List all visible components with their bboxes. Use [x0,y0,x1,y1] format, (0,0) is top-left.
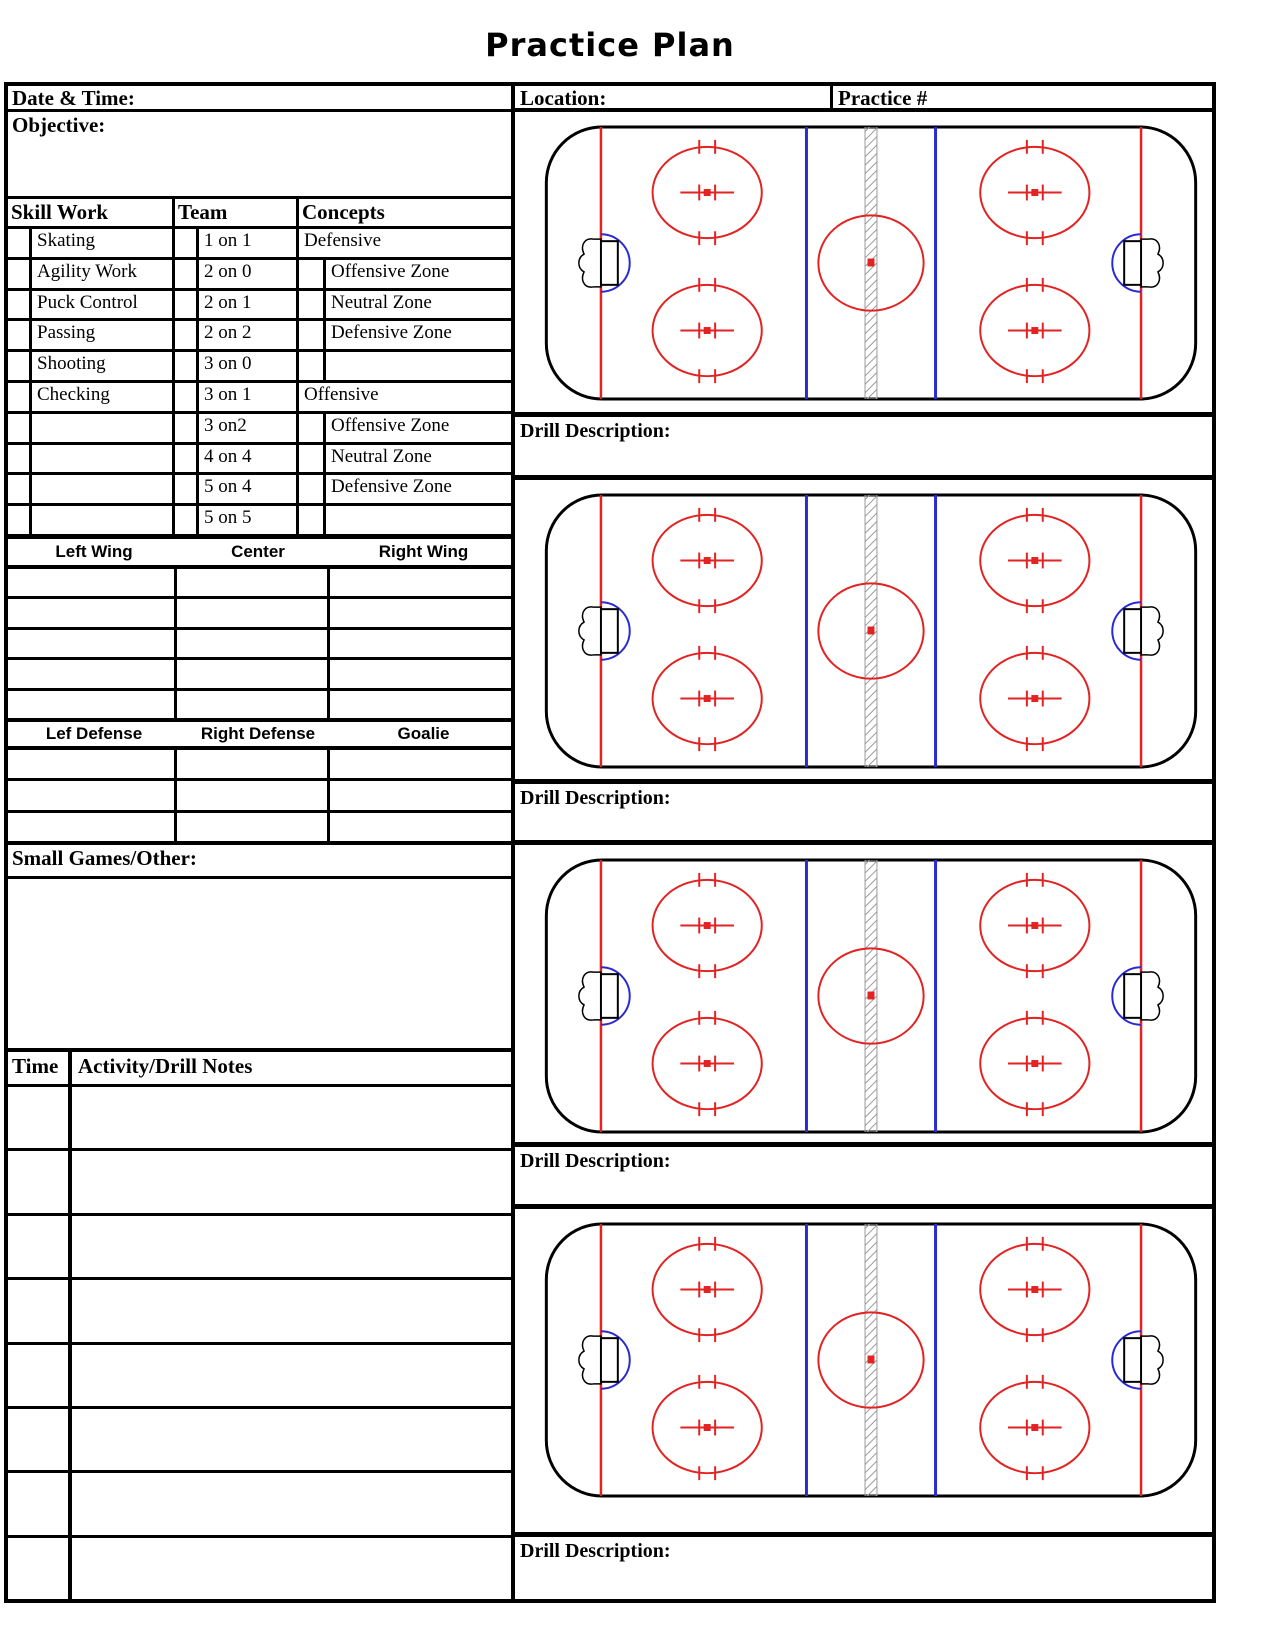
concepts-group-row [299,229,511,260]
defense-positions-header [8,722,511,750]
activity-notes-cell [72,1473,511,1534]
checkbox-cell [8,475,32,503]
schedule-row [8,1216,511,1280]
checkbox-cell [8,383,32,411]
player-name-cell [330,599,511,626]
skill-row [8,506,172,534]
skill-item-label: Agility Work [37,260,137,282]
concepts-item-label: Neutral Zone [331,291,432,313]
skill-work-rows [8,229,172,534]
team-row [175,260,296,291]
checkbox-cell [8,321,32,349]
concepts-group-label: Defensive [304,230,382,251]
team-option-label: 2 on 0 [204,260,252,282]
team-option-label: 2 on 2 [204,322,252,344]
checkbox-cell [299,506,326,534]
schedule-row [8,1538,511,1599]
team-row [175,414,296,445]
checkbox-cell [299,352,326,380]
player-name-cell [330,813,511,841]
activity-notes-cell [72,1538,511,1599]
skill-item-label: Checking [37,383,110,405]
skill-team-concepts-table [8,199,511,539]
team-column [175,199,299,534]
time-cell [8,1087,72,1148]
concepts-item-label: Offensive Zone [331,414,450,436]
player-name-cell [177,569,330,596]
skill-row [8,229,172,260]
schedule-row [8,1087,511,1151]
checkbox-cell [8,352,32,380]
goalie-header: Goalie [397,724,450,743]
skill-item-label: Passing [37,322,96,344]
hockey-rink-diagram [541,492,1201,770]
checkbox-cell [299,291,326,319]
small-games-row [8,845,511,879]
player-name-cell [177,750,330,778]
concepts-item-row [299,352,511,383]
activity-notes-cell [72,1409,511,1470]
player-name-cell [8,750,177,778]
concepts-item-label [326,506,511,534]
checkbox-cell [8,291,32,319]
location-label: Location: [515,86,833,108]
skill-item-label: Puck Control [37,291,138,313]
checkbox-cell [175,383,199,411]
checkbox-cell [175,229,199,257]
checkbox-cell [8,414,32,442]
drill-description-box [515,417,1212,480]
player-name-cell [177,813,330,841]
left-column [8,86,515,1599]
concepts-item-row [299,445,511,476]
player-name-cell [330,660,511,687]
checkbox-cell [299,475,326,503]
concepts-item-row [299,475,511,506]
center-header: Center [231,542,285,561]
concepts-group-row [299,383,511,414]
player-name-cell [8,781,177,809]
checkbox-cell [8,260,32,288]
skill-item-label: Shooting [37,353,106,375]
team-row [175,352,296,383]
player-name-cell [330,691,511,718]
lineup-row [8,813,511,841]
skill-item-label: Skating [37,230,96,251]
player-name-cell [8,813,177,841]
team-header: Team [175,199,296,229]
checkbox-cell [299,321,326,349]
small-games-notes-area [8,879,511,1052]
skill-item-label [32,506,172,534]
schedule-row [8,1409,511,1473]
drill-description-box [515,1147,1212,1209]
page-title: Practice Plan [485,26,735,64]
time-cell [8,1409,72,1470]
right-column [515,86,1212,1599]
practice-plan-sheet [4,82,1216,1603]
team-option-label: 5 on 5 [204,507,252,529]
skill-row [8,291,172,322]
skill-item-label [32,414,172,442]
team-option-label: 2 on 1 [204,291,252,313]
hockey-rink-diagram [541,857,1201,1135]
concepts-item-row [299,414,511,445]
schedule-row [8,1151,511,1215]
left-wing-header: Left Wing [55,542,133,561]
concepts-rows [299,229,511,534]
checkbox-cell [175,475,199,503]
forward-positions-header [8,539,511,569]
team-option-label: 3 on 1 [204,383,252,405]
schedule-rows [8,1087,511,1599]
checkbox-cell [175,445,199,473]
hockey-rink-diagram [541,1221,1201,1499]
schedule-row [8,1345,511,1409]
player-name-cell [330,750,511,778]
hockey-rink-diagram [541,124,1201,402]
skill-row [8,414,172,445]
concepts-column [299,199,511,534]
small-games-label: Small Games/Other: [12,846,197,870]
rink-cell [515,112,1212,417]
drill-description-box [515,784,1212,845]
checkbox-cell [299,260,326,288]
skill-row [8,383,172,414]
defense-lineup-rows [8,750,511,845]
concepts-item-row [299,260,511,291]
drill-description-box [515,1537,1212,1599]
checkbox-cell [175,291,199,319]
team-option-label: 1 on 1 [204,230,252,251]
date-time-label: Date & Time: [12,86,135,110]
skill-row [8,260,172,291]
player-name-cell [8,599,177,626]
skill-item-label [32,445,172,473]
checkbox-cell [175,260,199,288]
activity-notes-cell [72,1345,511,1406]
checkbox-cell [8,445,32,473]
checkbox-cell [175,506,199,534]
player-name-cell [8,569,177,596]
team-option-label: 3 on 0 [204,353,252,375]
lineup-row [8,750,511,781]
checkbox-cell [175,414,199,442]
player-name-cell [8,660,177,687]
team-rows [175,229,296,534]
skill-row [8,352,172,383]
concepts-header: Concepts [299,199,511,229]
lineup-row [8,630,511,660]
checkbox-cell [175,352,199,380]
schedule-row [8,1280,511,1344]
lineup-row [8,781,511,812]
team-row [175,321,296,352]
concepts-item-label: Defensive Zone [331,322,452,344]
activity-notes-cell [72,1087,511,1148]
rink-cell [515,480,1212,784]
time-cell [8,1151,72,1212]
skill-row [8,445,172,476]
lineup-row [8,569,511,599]
concepts-item-label: Defensive Zone [331,476,452,498]
objective-box [8,112,511,199]
team-row [175,383,296,414]
date-time-row [8,86,511,112]
drill-description-label: Drill Description: [520,1540,671,1562]
concepts-group-label: Offensive [304,383,379,405]
practice-number-label: Practice # [838,86,928,110]
concepts-item-label: Neutral Zone [331,445,432,467]
activity-notes-cell [72,1216,511,1277]
skill-row [8,475,172,506]
activity-notes-cell [72,1280,511,1341]
right-wing-header: Right Wing [378,542,469,561]
schedule-header-row [8,1052,511,1087]
activity-column-header: Activity/Drill Notes [78,1054,253,1078]
skill-work-column [8,199,175,534]
location-row [515,86,1212,112]
checkbox-cell [299,414,326,442]
right-defense-header: Right Defense [200,724,316,743]
lineup-row [8,691,511,718]
player-name-cell [8,691,177,718]
team-row [175,475,296,506]
drill-description-label: Drill Description: [520,787,671,809]
checkbox-cell [8,506,32,534]
lineup-row [8,599,511,629]
lineup-row [8,660,511,690]
drill-description-label: Drill Description: [520,420,671,442]
checkbox-cell [8,229,32,257]
checkbox-cell [175,321,199,349]
time-cell [8,1280,72,1341]
time-cell [8,1216,72,1277]
player-name-cell [177,630,330,657]
player-name-cell [330,569,511,596]
player-name-cell [177,691,330,718]
team-option-label: 4 on 4 [204,445,252,467]
concepts-item-label: Offensive Zone [331,260,450,282]
team-option-label: 3 on2 [204,414,247,436]
team-row [175,291,296,322]
activity-notes-cell [72,1151,511,1212]
objective-label: Objective: [12,113,106,137]
player-name-cell [330,781,511,809]
rink-cell [515,1209,1212,1537]
time-cell [8,1538,72,1599]
schedule-row [8,1473,511,1537]
concepts-item-row [299,321,511,352]
time-cell [8,1345,72,1406]
skill-row [8,321,172,352]
forward-lineup-rows [8,569,511,722]
time-column-header: Time [8,1052,72,1084]
concepts-item-row [299,291,511,322]
time-cell [8,1473,72,1534]
team-row [175,229,296,260]
player-name-cell [330,630,511,657]
team-row [175,506,296,534]
concepts-item-row [299,506,511,534]
player-name-cell [177,660,330,687]
skill-work-header: Skill Work [8,199,172,229]
player-name-cell [8,630,177,657]
player-name-cell [177,599,330,626]
team-row [175,445,296,476]
rink-cell [515,845,1212,1147]
drill-description-label: Drill Description: [520,1150,671,1172]
left-defense-header: Lef Defense [45,724,143,743]
skill-item-label [32,475,172,503]
concepts-item-label [326,352,511,380]
checkbox-cell [299,445,326,473]
player-name-cell [177,781,330,809]
team-option-label: 5 on 4 [204,476,252,498]
